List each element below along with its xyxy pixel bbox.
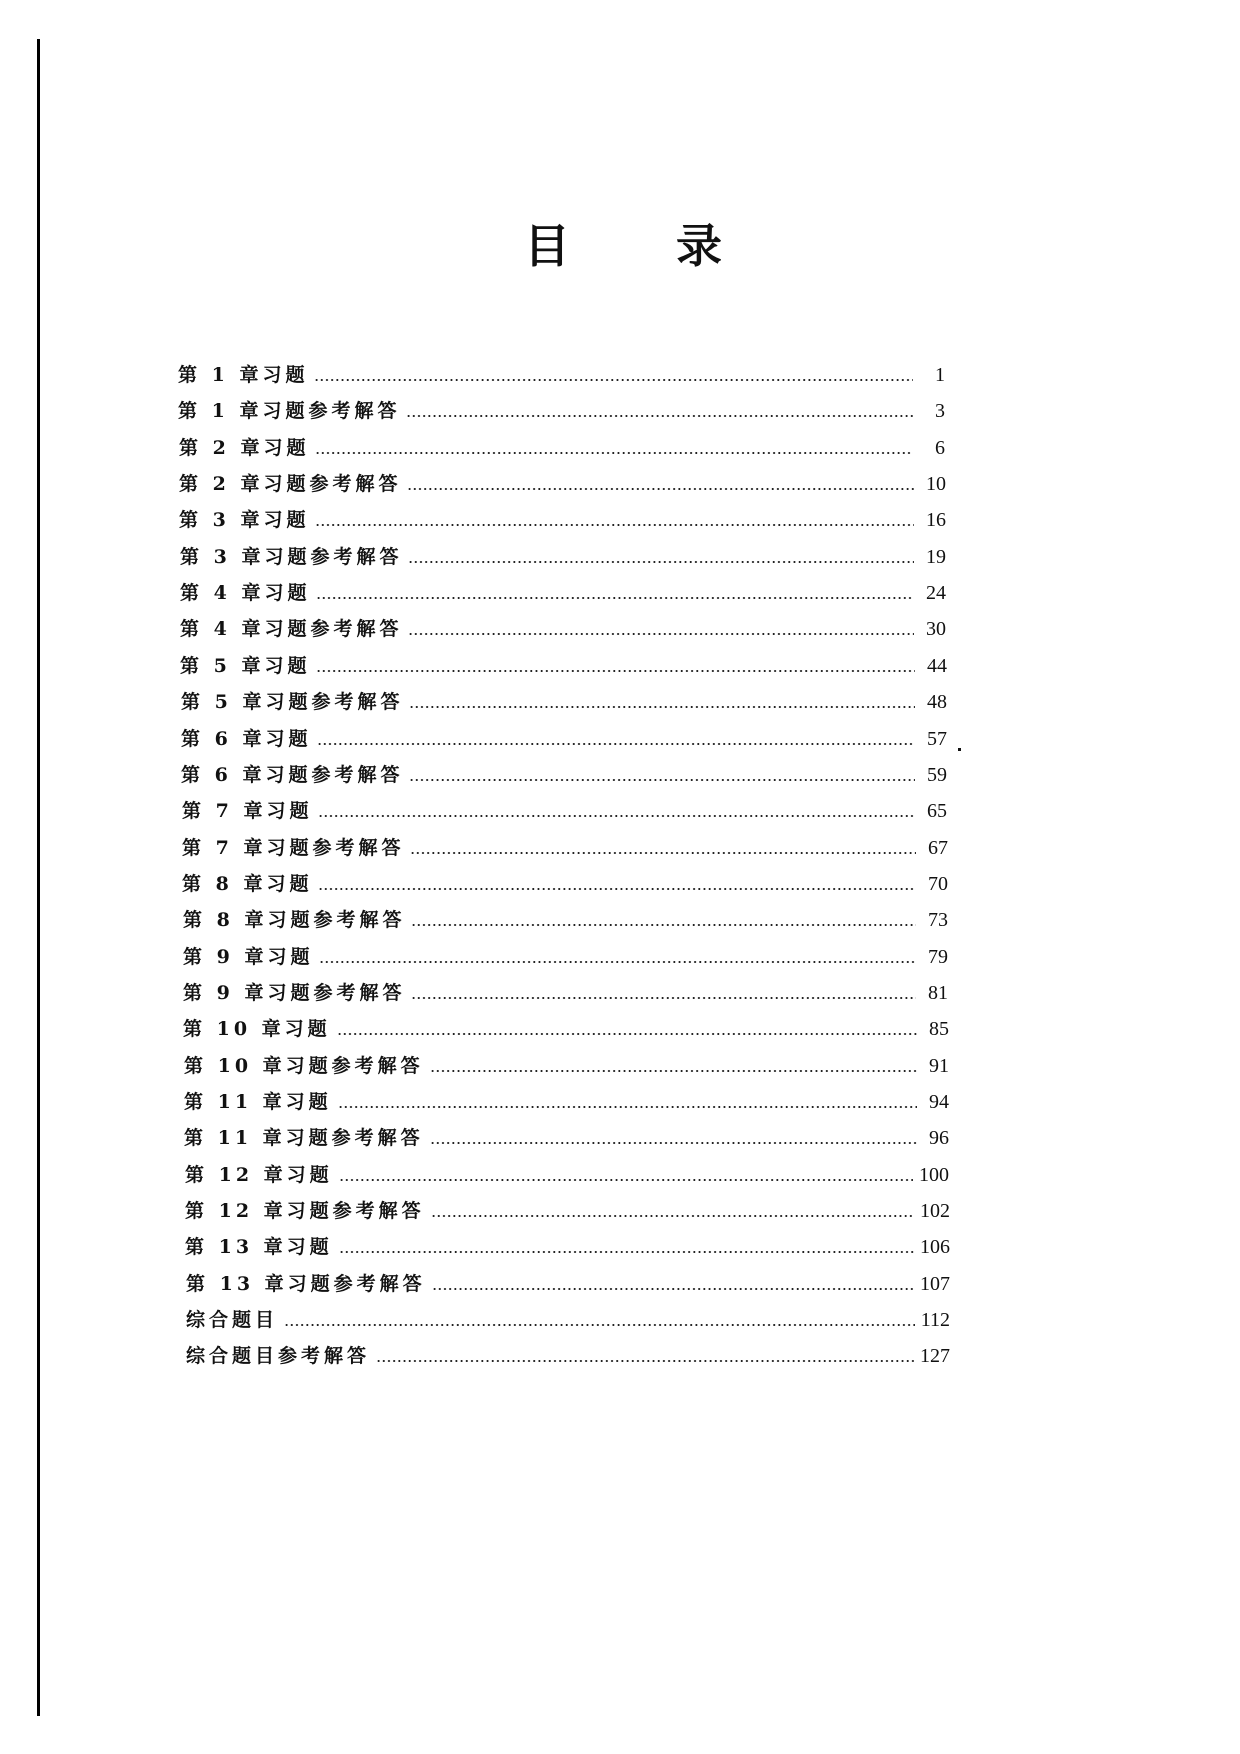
toc-entry-page-number: 48 <box>927 691 947 714</box>
toc-entry-label: 第 13 章习题参考解答 <box>186 1272 426 1295</box>
toc-entry-page-number: 6 <box>935 436 945 459</box>
toc-dot-leader <box>318 815 915 817</box>
toc-entry-page-number: 102 <box>920 1200 950 1223</box>
toc-entry-page-number: 70 <box>928 872 948 895</box>
toc-entry-page-number: 3 <box>935 400 945 423</box>
toc-entry-label: 第 12 章习题 <box>185 1163 333 1186</box>
toc-entry[interactable] <box>183 902 948 932</box>
toc-dot-leader <box>315 452 913 454</box>
toc-entry-label: 第 10 章习题 <box>183 1018 331 1041</box>
toc-dot-leader <box>432 1288 914 1290</box>
toc-entry-label: 第 5 章习题参考解答 <box>181 691 404 714</box>
toc-dot-leader <box>284 1324 915 1326</box>
toc-entry-page-number: 10 <box>926 473 946 496</box>
toc-entry-label: 综合题目 <box>186 1309 279 1332</box>
toc-entry[interactable] <box>180 575 946 605</box>
toc-entry[interactable] <box>185 1157 949 1187</box>
toc-entry-page-number: 96 <box>929 1127 949 1150</box>
toc-entry[interactable] <box>184 1084 949 1114</box>
toc-entry-page-number: 73 <box>928 909 948 932</box>
toc-entry-page-number: 57 <box>927 727 947 750</box>
toc-entry-page-number: 79 <box>928 945 948 968</box>
toc-dot-leader <box>314 379 913 381</box>
toc-dot-leader <box>411 924 916 926</box>
toc-dot-leader <box>316 597 914 599</box>
toc-entry-page-number: 24 <box>926 582 946 605</box>
toc-entry-page-number: 44 <box>927 654 947 677</box>
toc-entry-page-number: 59 <box>927 763 947 786</box>
toc-entry-page-number: 65 <box>927 800 947 823</box>
toc-entry-page-number: 94 <box>929 1091 949 1113</box>
toc-entry[interactable] <box>181 684 947 714</box>
toc-entry[interactable] <box>183 939 948 969</box>
toc-entry-page-number: 30 <box>926 618 946 641</box>
toc-entry[interactable] <box>184 1048 949 1078</box>
toc-entry-page-number: 91 <box>929 1054 949 1077</box>
toc-entry[interactable] <box>181 757 947 787</box>
toc-dot-leader <box>316 670 915 672</box>
toc-dot-leader <box>408 561 914 563</box>
toc-entry-label: 第 11 章习题参考解答 <box>184 1127 424 1150</box>
toc-dot-leader <box>409 706 915 708</box>
toc-entry-label: 第 1 章习题 <box>178 364 309 386</box>
toc-entry[interactable] <box>178 357 945 387</box>
toc-dot-leader <box>430 1070 917 1072</box>
toc-dot-leader <box>409 779 915 781</box>
toc-entry-label: 第 13 章习题 <box>185 1236 333 1259</box>
toc-entry-page-number: 112 <box>920 1309 950 1332</box>
toc-entry[interactable] <box>179 466 946 496</box>
toc-entry-label: 第 3 章习题参考解答 <box>180 545 403 568</box>
scan-speck <box>958 748 961 751</box>
toc-dot-leader <box>339 1251 914 1253</box>
toc-entry[interactable] <box>182 793 947 823</box>
toc-dot-leader <box>319 961 916 963</box>
toc-entry[interactable] <box>186 1302 950 1332</box>
toc-entry-page-number: 1 <box>935 364 945 386</box>
toc-entry[interactable] <box>186 1338 950 1368</box>
toc-entry-label: 综合题目参考解答 <box>186 1345 371 1368</box>
toc-entry-label: 第 9 章习题 <box>183 945 314 968</box>
toc-entry-label: 第 2 章习题 <box>179 436 310 459</box>
toc-entry[interactable] <box>185 1229 950 1259</box>
toc-entry[interactable] <box>179 430 945 460</box>
toc-entry-label: 第 1 章习题参考解答 <box>178 400 401 423</box>
toc-entry-label: 第 11 章习题 <box>184 1091 332 1113</box>
toc-entry-page-number: 106 <box>920 1236 950 1259</box>
toc-entry[interactable] <box>179 502 946 532</box>
toc-entry-label: 第 9 章习题参考解答 <box>183 981 406 1004</box>
toc-dot-leader <box>339 1179 913 1181</box>
toc-entry[interactable] <box>184 1120 949 1150</box>
toc-entry-page-number: 127 <box>920 1345 950 1368</box>
toc-entry-label: 第 5 章习题 <box>180 654 311 677</box>
toc-dot-leader <box>410 852 916 854</box>
toc-entry-label: 第 7 章习题 <box>182 800 313 823</box>
toc-entry-page-number: 16 <box>926 509 946 532</box>
toc-entry-label: 第 12 章习题参考解答 <box>185 1200 425 1223</box>
toc-dot-leader <box>338 1106 917 1108</box>
toc-entry-label: 第 3 章习题 <box>179 509 310 532</box>
toc-dot-leader <box>407 488 914 490</box>
toc-entry-label: 第 8 章习题 <box>182 872 313 895</box>
page-title-char-2: 录 <box>676 219 722 273</box>
toc-entry[interactable] <box>180 539 946 569</box>
toc-entry-page-number: 107 <box>920 1272 950 1295</box>
toc-dot-leader <box>411 997 916 999</box>
page-title-char-1: 目 <box>524 219 570 273</box>
toc-entry-label: 第 4 章习题参考解答 <box>180 618 403 641</box>
toc-entry[interactable] <box>182 866 948 896</box>
toc-dot-leader <box>406 415 913 417</box>
toc-dot-leader <box>431 1215 914 1217</box>
toc-dot-leader <box>317 743 915 745</box>
toc-dot-leader <box>318 888 916 890</box>
toc-entry-label: 第 4 章习题 <box>180 582 311 605</box>
toc-dot-leader <box>315 524 914 526</box>
toc-entry-label: 第 7 章习题参考解答 <box>182 836 405 859</box>
toc-entry[interactable] <box>181 721 947 751</box>
toc-dot-leader <box>408 633 914 635</box>
toc-entry[interactable] <box>178 393 945 423</box>
toc-entry-label: 第 10 章习题参考解答 <box>184 1054 424 1077</box>
toc-entry-page-number: 100 <box>919 1163 949 1186</box>
toc-entry-page-number: 85 <box>929 1018 949 1041</box>
toc-dot-leader <box>430 1142 917 1144</box>
toc-entry-page-number: 19 <box>926 545 946 568</box>
toc-entry[interactable] <box>180 611 946 641</box>
toc-entry[interactable] <box>186 1266 950 1296</box>
toc-entry-label: 第 8 章习题参考解答 <box>183 909 406 932</box>
toc-entry[interactable] <box>183 1011 949 1041</box>
toc-entry-label: 第 2 章习题参考解答 <box>179 473 402 496</box>
toc-entry[interactable] <box>183 975 948 1005</box>
toc-entry[interactable] <box>185 1193 950 1223</box>
toc-dot-leader <box>376 1360 914 1362</box>
toc-entry[interactable] <box>182 830 948 860</box>
toc-entry-page-number: 67 <box>928 836 948 859</box>
toc-entry[interactable] <box>180 648 947 678</box>
toc-entry-page-number: 81 <box>928 981 948 1004</box>
toc-entry-label: 第 6 章习题参考解答 <box>181 763 404 786</box>
toc-dot-leader <box>337 1033 917 1035</box>
toc-entry-label: 第 6 章习题 <box>181 727 312 750</box>
